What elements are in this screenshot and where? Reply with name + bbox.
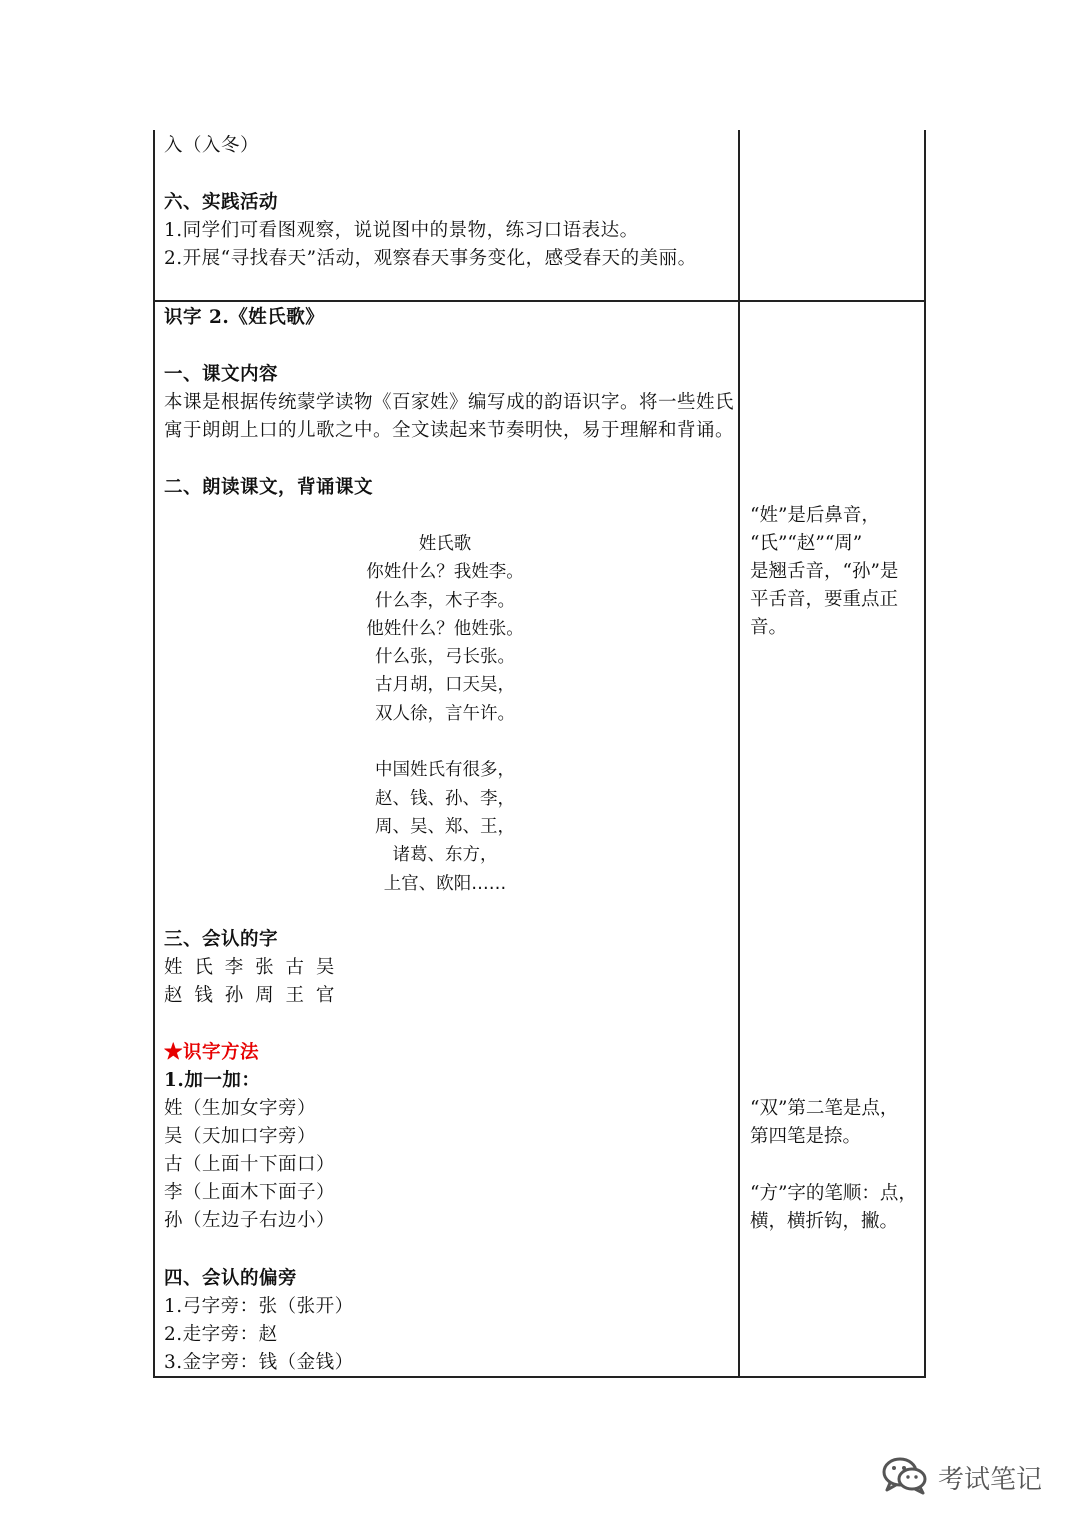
table-right-border — [924, 130, 926, 1378]
method-item: 李（上面木下面子） — [164, 1182, 336, 1203]
poem-line: 双人徐，言午许。 — [375, 703, 515, 724]
practice-item: 2.开展“寻找春天”活动，观察春天事务变化，感受春天的美丽。 — [164, 248, 697, 269]
poem-line: 周、吴、郑、王， — [375, 816, 515, 837]
radical-item: 3.金字旁：钱（金钱） — [164, 1352, 354, 1373]
content-line: 寓于朗朗上口的儿歌之中。全文读起来节奏明快，易于理解和背诵。 — [164, 420, 735, 441]
table-left-border — [153, 130, 155, 1378]
poem-blank — [300, 728, 590, 756]
practice-heading: 六、实践活动 — [164, 192, 279, 213]
stroke-note: “双”第二笔是点， 第四笔是捺。 — [750, 1098, 899, 1147]
method-heading: ★识字方法 — [164, 1042, 260, 1063]
poem-line: 赵、钱、孙、李， — [375, 788, 515, 809]
practice-item: 1.同学们可看图观察，说说图中的景物，练习口语表达。 — [164, 220, 639, 241]
table-row-divider — [153, 300, 926, 302]
wechat-icon — [880, 1455, 930, 1499]
poem-line: 中国姓氏有很多， — [375, 760, 515, 781]
watermark-label: 考试笔记 — [938, 1464, 1043, 1495]
reading-heading: 二、朗读课文，背诵课文 — [164, 477, 374, 498]
characters-line: 赵 钱 孙 周 王 官 — [164, 985, 338, 1006]
characters-line: 姓 氏 李 张 古 吴 — [164, 957, 338, 978]
continued-line: 入（入冬） — [164, 135, 260, 156]
poem-line: 诸葛、东方， — [392, 845, 498, 866]
poem — [300, 530, 590, 898]
method-item: 姓（生加女字旁） — [164, 1098, 317, 1119]
method-subheading: 1.加一加： — [164, 1070, 261, 1091]
content-line: 本课是根据传统蒙学读物《百家姓》编写成的韵语识字。将一些姓氏 — [164, 392, 735, 413]
poem-line: 他姓什么？他姓张。 — [366, 618, 524, 639]
method-item: 吴（天加口字旁） — [164, 1126, 317, 1147]
poem-title: 姓氏歌 — [418, 534, 472, 554]
poem-line: 什么张，弓长张。 — [375, 647, 515, 668]
content-heading: 一、课文内容 — [164, 364, 279, 385]
poem-line: 古月胡，口天吴， — [375, 675, 515, 696]
poem-line: 上官、欧阳…… — [383, 873, 507, 894]
radical-item: 1.弓字旁：张（张开） — [164, 1296, 354, 1317]
stroke-order-note: “方”字的笔顺：点， 横，横折钩，撇。 — [750, 1183, 917, 1232]
table-column-divider — [738, 130, 740, 1378]
characters-heading: 三、会认的字 — [164, 929, 279, 950]
method-item: 孙（左边子右边小） — [164, 1210, 336, 1231]
radical-item: 2.走字旁：赵 — [164, 1324, 278, 1345]
poem-line: 什么李，木子李。 — [375, 590, 515, 611]
lesson-title: 识字 2.《姓氏歌》 — [164, 307, 325, 328]
watermark — [880, 1455, 1042, 1499]
pronunciation-note: “姓”是后鼻音， “氏”“赵”“周” 是翘舌音，“孙”是 平舌音，要重点正 音。 — [750, 505, 899, 638]
poem-line: 你姓什么？我姓李。 — [366, 562, 524, 583]
radicals-heading: 四、会认的偏旁 — [164, 1268, 298, 1289]
method-item: 古（上面十下面口） — [164, 1154, 336, 1175]
